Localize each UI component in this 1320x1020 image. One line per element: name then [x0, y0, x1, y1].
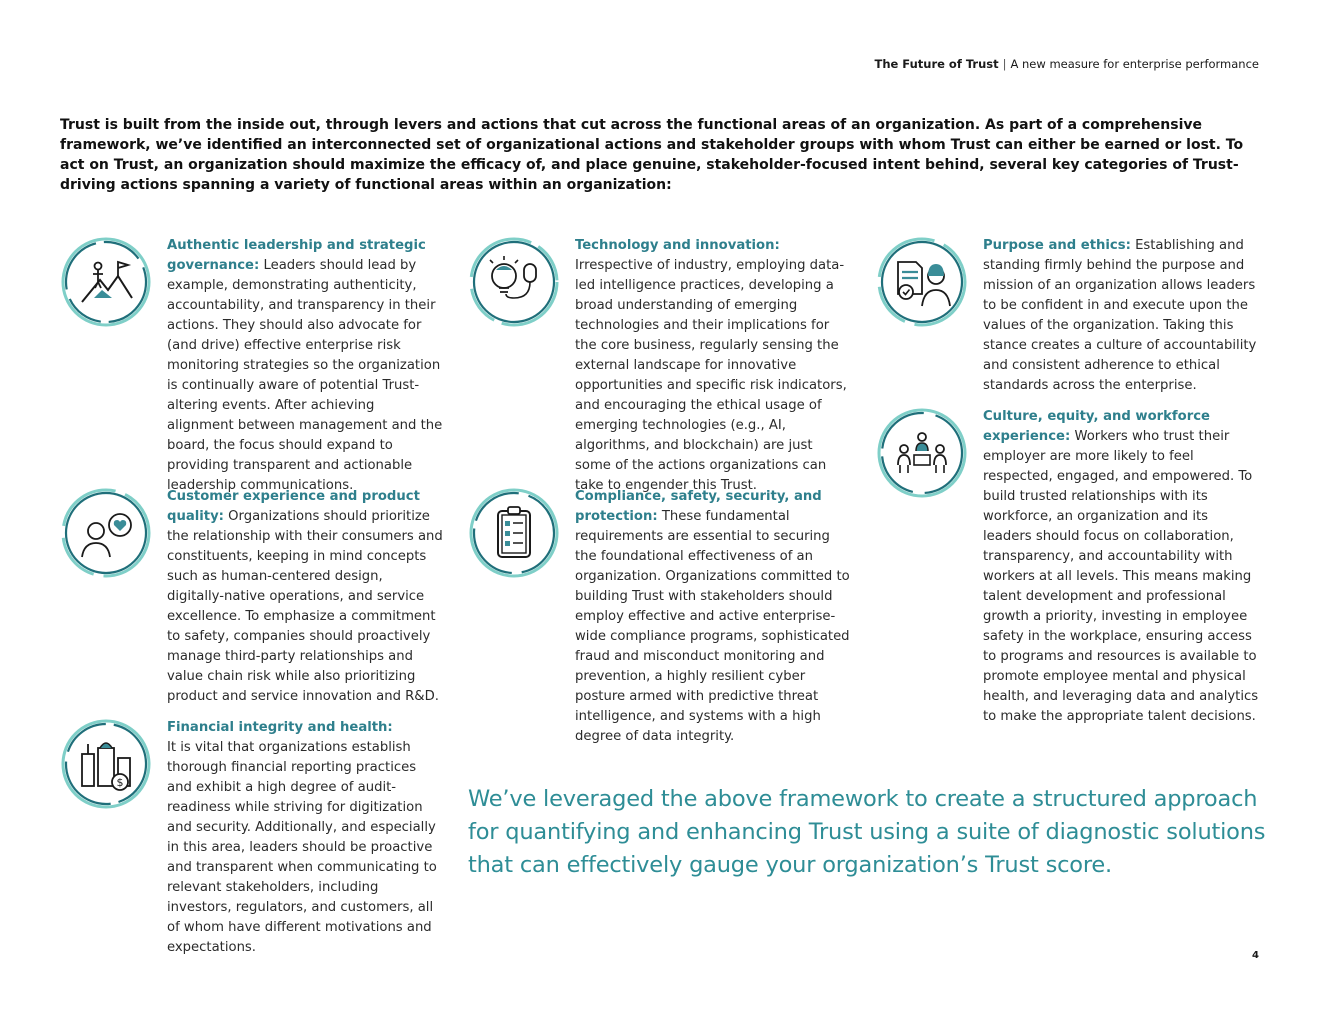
svg-text:$: $ [116, 776, 124, 789]
leadership-text [167, 236, 443, 496]
compliance-body: These fundamental requirements are essential to securing the foundational effectiveness of an organization. Organizations committed to building Trust with stakeholders should employ effective and active enterprise-wide compliance programs, sophisticated fraud and misconduct monitoring and prevention, a highly resilient cyber posture armed with predictive threat intelligence, and systems with a high degree of data integrity. [575, 509, 850, 744]
culture-team-meeting-icon [876, 407, 968, 499]
financial-buildings-dollar-icon [60, 718, 152, 810]
leadership-mountain-flag-icon [60, 236, 152, 328]
culture-body: Workers who trust their employer are more likely to feel respected, engaged, and empowered. To build trusted relationships with its workforce, an organization and its leaders should focus on collaboration, transparency, and accountability with workers at all levels. This means making talent development and professional growth a priority, investing in employee safety in the workplace, ensuring access to programs and resources is available to promote employee mental and physical health, and leveraging data and analytics to make the appropriate talent decisions. [983, 429, 1259, 724]
header-subtitle: A new measure for enterprise performance [1010, 57, 1259, 71]
purpose-document-person-icon [876, 236, 968, 328]
customer-heart-icon [60, 487, 152, 579]
technology-heading: Technology and innovation: [575, 238, 780, 253]
compliance-heading: Compliance, safety, security, and protection: [575, 489, 822, 524]
compliance-text [575, 487, 851, 747]
header-separator: | [1002, 57, 1007, 71]
culture-heading: Culture, equity, and workforce experience: [983, 409, 1210, 444]
technology-text [575, 236, 851, 496]
leadership-body: Leaders should lead by example, demonstrating authenticity, accountability, and transparency in their actions. They should also advocate for (and drive) effective enterprise risk monitoring strategies so the organization is continually aware of potential Trust-altering events. After achieving alignment between management and the board, the focus should expand to providing transparent and actionable leadership communications. [167, 258, 443, 493]
page-header [874, 57, 1259, 71]
leadership-heading: Authentic leadership and strategic governance: [167, 238, 426, 273]
financial-heading: Financial integrity and health: [167, 720, 393, 735]
page-number: 4 [1252, 950, 1259, 961]
technology-lightbulb-mouse-icon [468, 236, 560, 328]
technology-body: Irrespective of industry, employing data-led intelligence practices, developing a broad understanding of emerging technologies and their implications for the core business, regularly sensing the external landscape for innovative opportunities and specific risk indicators, and encouraging the ethical usage of emerging technologies (e.g., AI, algorithms, and blockchain) are just some of the actions organizations can take to engender this Trust. [575, 258, 847, 493]
customer-heading: Customer experience and product quality: [167, 489, 420, 524]
purpose-heading: Purpose and ethics: [983, 238, 1131, 253]
financial-body: It is vital that organizations establish thorough financial reporting practices and exhibit a high degree of audit-readiness while striving for digitization and security. Additionally, and especially in this area, leaders should be proactive and transparent when communicating to relevant stakeholders, including investors, regulators, and customers, all of whom have different motivations and expectations. [167, 740, 437, 955]
customer-text [167, 487, 443, 707]
header-title: The Future of Trust [874, 57, 999, 71]
purpose-body: Establishing and standing firmly behind the purpose and mission of an organization allows leaders to be confident in and execute upon the values of the organization. Taking this stance creates a culture of accountability and consistent adherence to ethical standards across the enterprise. [983, 238, 1257, 393]
closing-statement: We’ve leveraged the above framework to create a structured approach for quantifying and enhancing Trust using a suite of diagnostic solutions that can effectively gauge your organization’s Trust score. [468, 786, 1266, 878]
purpose-text [983, 236, 1259, 396]
financial-text [167, 718, 443, 958]
culture-text [983, 407, 1259, 727]
intro-paragraph: Trust is built from the inside out, through levers and actions that cut across the functional areas of an organization. As part of a comprehensive framework, we’ve identified an interconnected set of organizational actions and stakeholder groups with whom Trust can either be earned or lost. To act on Trust, an organization should maximize the efficacy of, and place genuine, stakeholder-focused intent behind, several key categories of Trust-driving actions spanning a variety of functional areas within an organization: [60, 117, 1244, 193]
compliance-clipboard-icon [468, 487, 560, 579]
customer-body: Organizations should prioritize the relationship with their consumers and constituents, keeping in mind concepts such as human-centered design, digitally-native operations, and service excellence. To emphasize a commitment to safety, companies should proactively manage third-party relationships and value chain risk while also prioritizing product and service innovation and R&D. [167, 509, 443, 704]
